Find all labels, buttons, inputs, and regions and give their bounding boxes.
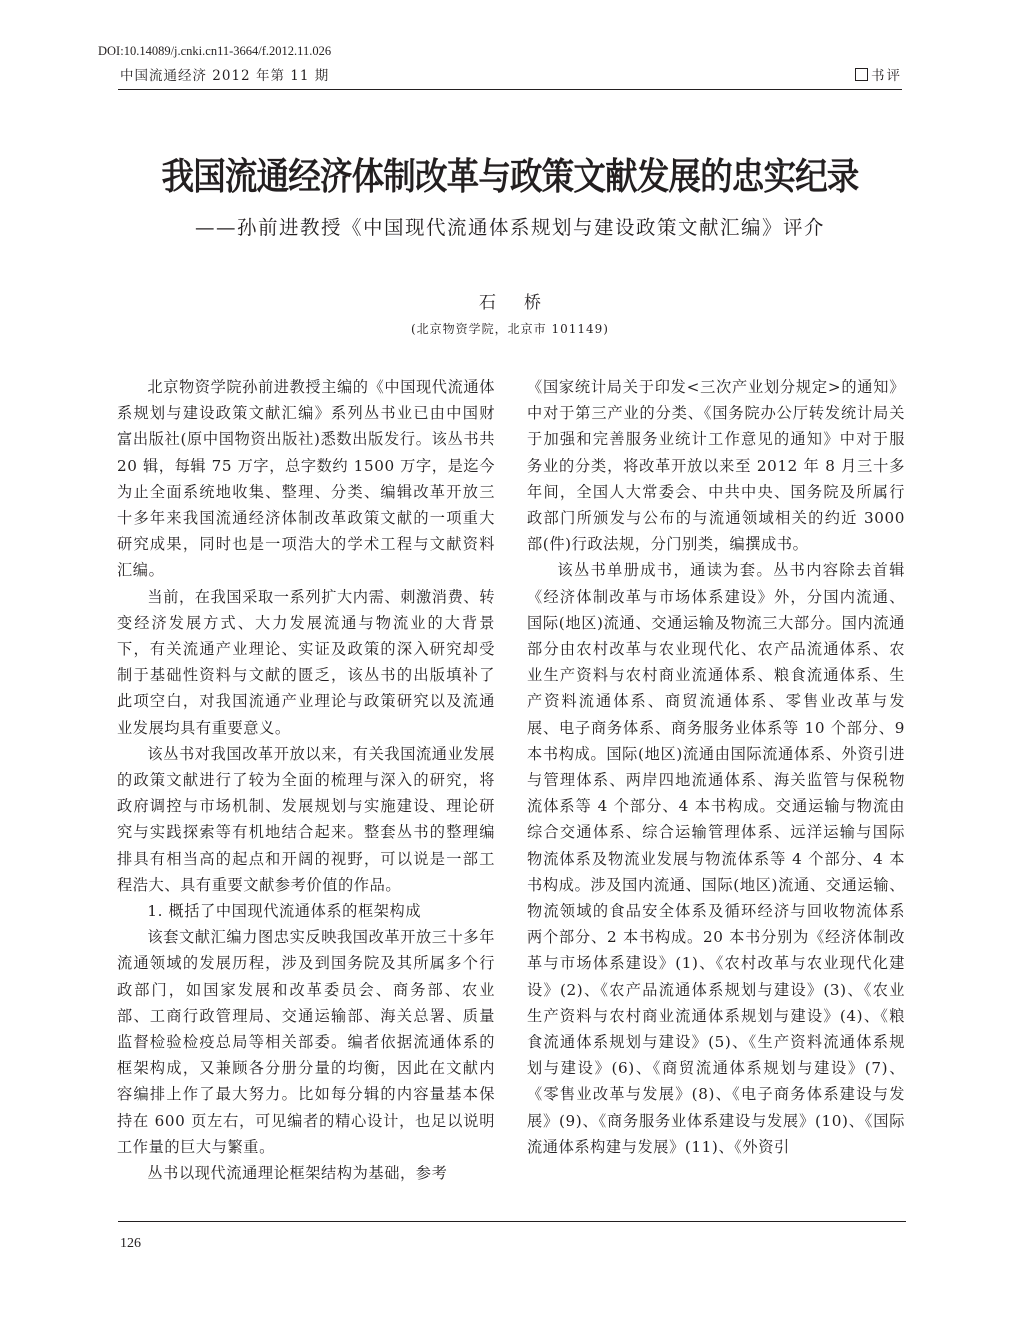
left-column (117, 374, 495, 1186)
paragraph: 当前，在我国采取一系列扩大内需、刺激消费、转变经济发展方式、大力发展流通与物流业的大背景下，有关流通产业理论、实证及政策的深入研究却受制于基础性资料与文献的匮乏，该丛书的出版填补了此项空白，对我国流通产业理论与政策研究以及流通业发展均具有重要意义。 (117, 587, 495, 737)
paragraph: 北京物资学院孙前进教授主编的《中国现代流通体系规划与建设政策文献汇编》系列丛书业已由中国财富出版社(原中国物资出版社)悉数出版发行。该丛书共 20 辑，每辑 75 万字，总字数约 1500 万字，是迄今为止全面系统地收集、整理、分类、编辑改革开放三十多年来我国流通经济体制改革政策文献的一项重大研究成果，同时也是一项浩大的学术工程与文献资料汇编。 (117, 378, 495, 580)
article-author: 石桥 (479, 293, 569, 313)
section-heading: 1. 概括了中国现代流通体系的框架构成 (147, 902, 422, 921)
journal-issue: 中国流通经济 2012 年第 11 期 (120, 68, 330, 84)
paragraph: 该丛书单册成书，通读为套。丛书内容除去首辑《经济体制改革与市场体系建设》外，分国内流通、国际(地区)流通、交通运输及物流三大部分。国内流通部分由农村改革与农业现代化、农产品流通体系、农业生产资料与农村商业流通体系、粮食流通体系、生产资料流通体系、商贸流通体系、零售业改革与发展、电子商务体系、商务服务业体系等 10 个部分、9 本书构成。国际(地区)流通由国际流通体系、外资引进与管理体系、两岸四地流通体系、海关监管与保税物流体系等 4 个部分、4 本书构成。交通运输与物流由综合交通体系、综合运输管理体系、远洋运输与国际物流体系及物流业发展与物流体系等 4 个部分、4 本书构成。涉及国内流通、国际(地区)流通、交通运输、物流领域的食品安全体系及循环经济与回收物流体系两个部分、2 本书构成。20 本书分别为《经济体制改革与市场体系建设》(1)、《农村改革与农业现代化建设》(2)、《农产品流通体系规划与建设》(3)、《农业生产资料与农村商业流通体系规划与建设》(4)、《粮食流通体系规划与建设》(5)、《生产资料流通体系规划与建设》(6)、《商贸流通体系规划与建设》(7)、《零售业改革与发展》(8)、《电子商务体系建设与发展》(9)、《商务服务业体系建设与发展》(10)、《国际流通体系构建与发展》(11)、《外资引 (527, 561, 905, 1156)
article-subtitle: ——孙前进教授《中国现代流通体系规划与建设政策文献汇编》评介 (194, 216, 825, 239)
section-name: 书评 (871, 68, 902, 84)
paragraph: 丛书以现代流通理论框架结构为基础，参考 (147, 1164, 448, 1183)
doi-line: DOI:10.14089/j.cnki.cn11-3664/f.2012.11.026 (98, 44, 332, 58)
right-column (527, 374, 905, 1160)
paragraph: 该套文献汇编力图忠实反映我国改革开放三十多年流通领域的发展历程，涉及到国务院及其所属多个行政部门，如国家发展和改革委员会、商务部、农业部、工商行政管理局、交通运输部、海关总署、质量监督检验检疫总局等相关部委。编者依据流通体系的框架构成，又兼顾各分册分量的均衡，因此在文献内容编排上作了最大努力。比如每分辑的内容量基本保持在 600 页左右，可见编者的精心设计，也足以说明工作量的巨大与繁重。 (117, 928, 495, 1156)
paragraph: 该丛书对我国改革开放以来，有关我国流通业发展的政策文献进行了较为全面的梳理与深入的研究，将政府调控与市场机制、发展规划与实施建设、理论研究与实践探索等有机地结合起来。整套丛书的整理编排具有相当高的起点和开阔的视野，可以说是一部工程浩大、具有重要文献参考价值的作品。 (117, 744, 495, 894)
header-rule (118, 89, 902, 90)
checkbox-square-icon (855, 68, 868, 81)
page-number: 126 (120, 1236, 141, 1251)
author-affiliation: (北京物资学院，北京市 101149) (411, 322, 609, 336)
article-title: 我国流通经济体制改革与政策文献发展的忠实纪录 (161, 154, 859, 198)
section-label (855, 64, 902, 84)
paragraph: 《国家统计局关于印发<三次产业划分规定>的通知》中对于第三产业的分类、《国务院办公厅转发统计局关于加强和完善服务业统计工作意见的通知》中对于服务业的分类，将改革开放以来至 2012 年 8 月三十多年间，全国人大常委会、中共中央、国务院及所属行政部门所颁发与公布的与流通领域相关的约近 3000 部(件)行政法规，分门别类，编撰成书。 (527, 378, 905, 554)
footer-rule (118, 1221, 906, 1222)
